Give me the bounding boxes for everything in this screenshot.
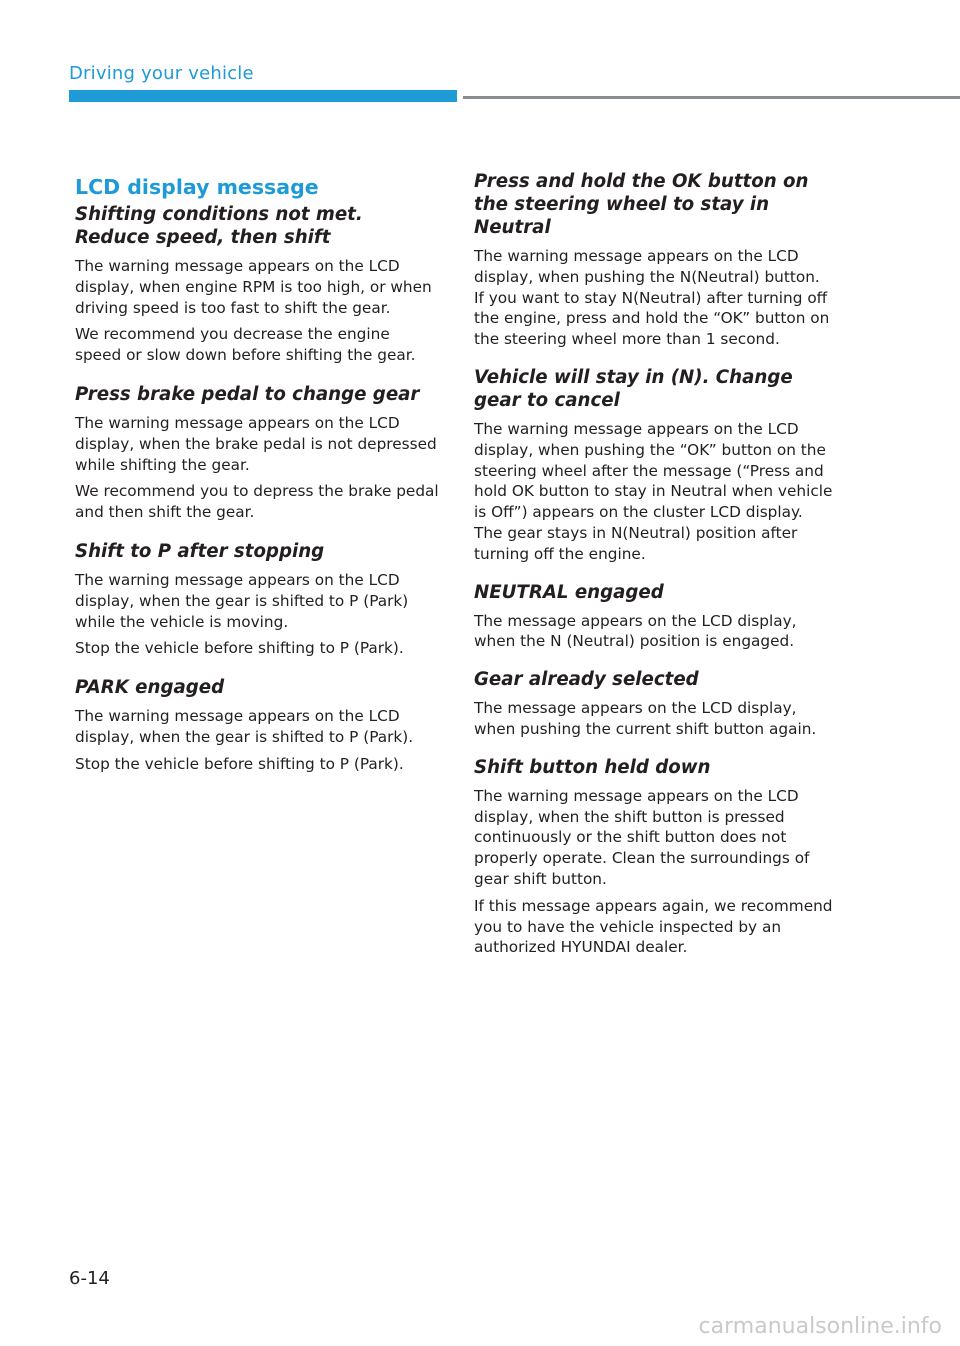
section-title: LCD display message (75, 175, 319, 199)
message-paragraph: The warning message appears on the LCD display, when engine RPM is too high, or when driving speed is too fast to shift the gear. (75, 257, 432, 317)
message-heading: Gear already selected (474, 669, 699, 691)
left-column (75, 170, 440, 792)
message-heading: Vehicle will stay in (N). Change gear to cancel (474, 366, 793, 411)
message-block (474, 581, 834, 653)
header-rule (463, 96, 960, 99)
message-heading: Press and hold the OK button on the steering wheel to stay in Neutral (474, 171, 809, 238)
header-accent-bar (69, 90, 457, 102)
message-block (474, 756, 834, 958)
message-block (75, 383, 440, 523)
message-paragraph: The warning message appears on the LCD display, when pushing the “OK” button on the steering wheel after the message (“Press and hold OK button to stay in Neutral when vehicle is Off”) appears on the cluster LCD display. The gear stays in N(Neutral) position after turning off the engine. (474, 419, 833, 563)
message-block (75, 203, 440, 366)
message-paragraph: Stop the vehicle before shifting to P (Park). (75, 639, 404, 658)
message-paragraph: The warning message appears on the LCD display, when the gear is shifted to P (Park). (75, 707, 414, 746)
message-block (474, 170, 834, 350)
message-paragraph: The warning message appears on the LCD display, when the brake pedal is not depressed while shifting the gear. (75, 413, 437, 474)
message-block (474, 668, 834, 740)
header-section-title: Driving your vehicle (69, 63, 254, 84)
message-paragraph: We recommend you decrease the engine speed or slow down before shifting the gear. (75, 325, 416, 365)
message-heading: Press brake pedal to change gear (75, 383, 420, 405)
message-block (75, 540, 440, 659)
message-block (474, 366, 834, 565)
watermark: carmanualsonline.info (698, 1314, 942, 1339)
message-paragraph: We recommend you to depress the brake pedal and then shift the gear. (75, 482, 439, 522)
message-heading: Shifting conditions not met. Reduce speed, then shift (75, 204, 363, 248)
message-paragraph: The warning message appears on the LCD display, when pushing the N(Neutral) button. If you want to stay N(Neutral) after turning off the engine, press and hold the “OK” button on the steering wheel more than 1 second. (474, 247, 830, 349)
message-paragraph: The message appears on the LCD display, when the N (Neutral) position is engaged. (474, 611, 797, 651)
message-paragraph: The warning message appears on the LCD display, when the shift button is pressed continuously or the shift button does not properly operate. Clean the surroundings of gear shift button. (474, 786, 810, 888)
message-heading: Shift to P after stopping (75, 540, 325, 562)
message-heading: NEUTRAL engaged (474, 581, 664, 603)
right-column (474, 170, 834, 974)
page-number: 6-14 (69, 1268, 110, 1289)
message-heading: Shift button held down (474, 756, 711, 778)
message-block (75, 676, 440, 774)
message-paragraph: The message appears on the LCD display, when pushing the current shift button again. (474, 699, 817, 738)
message-heading: PARK engaged (75, 677, 225, 699)
message-paragraph: If this message appears again, we recommend you to have the vehicle inspected by an authorized HYUNDAI dealer. (474, 896, 833, 957)
message-paragraph: Stop the vehicle before shifting to P (Park). (75, 754, 404, 773)
message-paragraph: The warning message appears on the LCD display, when the gear is shifted to P (Park) while the vehicle is moving. (75, 570, 409, 631)
